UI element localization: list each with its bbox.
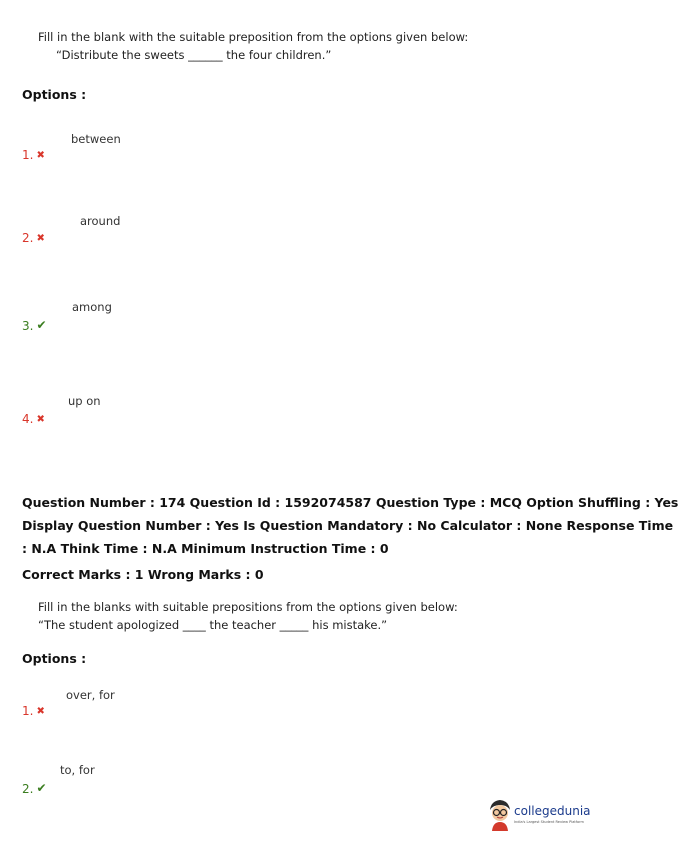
option-number [22, 781, 47, 796]
option-number-label: 4. [22, 412, 34, 426]
option-number-label: 1. [22, 148, 34, 162]
option-text: between [71, 132, 121, 146]
question-text-line-1: Fill in the blanks with suitable prepositions from the options given below: [38, 600, 458, 614]
cross-icon: ✖ [36, 414, 45, 425]
question-text-line-2: “Distribute the sweets ______ the four children.” [56, 48, 332, 62]
option-number [22, 704, 45, 718]
mascot-icon [487, 798, 513, 832]
question-text-line-1: Fill in the blank with the suitable preposition from the options given below: [38, 30, 469, 44]
option-number-label: 1. [22, 704, 34, 718]
question-meta-line-3: : N.A Think Time : N.A Minimum Instruction Time : 0 [22, 541, 389, 556]
option-text: over, for [66, 688, 115, 702]
question-text-line-2: “The student apologized ____ the teacher _____ his mistake.” [38, 618, 388, 632]
option-text: among [72, 300, 112, 314]
option-number [22, 231, 45, 245]
logo-wordmark: collegedunia [514, 804, 591, 818]
logo-tagline: India's Largest Student Review Platform [514, 820, 584, 824]
question-meta-line-2: Display Question Number : Yes Is Question Mandatory : No Calculator : None Response Time [22, 518, 674, 533]
cross-icon: ✖ [36, 233, 45, 244]
option-number-label: 2. [22, 231, 34, 245]
cross-icon: ✖ [36, 150, 45, 161]
option-number [22, 318, 47, 333]
option-text: around [80, 214, 121, 228]
cross-icon: ✖ [36, 706, 45, 717]
option-number-label: 3. [22, 319, 34, 333]
option-number [22, 412, 45, 426]
marks-info: Correct Marks : 1 Wrong Marks : 0 [22, 567, 264, 582]
option-number [22, 148, 45, 162]
check-icon: ✔ [36, 781, 47, 795]
check-icon: ✔ [36, 318, 47, 332]
option-text: to, for [60, 763, 95, 777]
question-meta-line-1: Question Number : 174 Question Id : 1592074587 Question Type : MCQ Option Shuffling : Yes [22, 495, 678, 510]
option-number-label: 2. [22, 782, 34, 796]
options-heading: Options : [22, 651, 87, 666]
collegedunia-logo [487, 798, 591, 832]
options-heading: Options : [22, 87, 87, 102]
option-text: up on [68, 394, 101, 408]
